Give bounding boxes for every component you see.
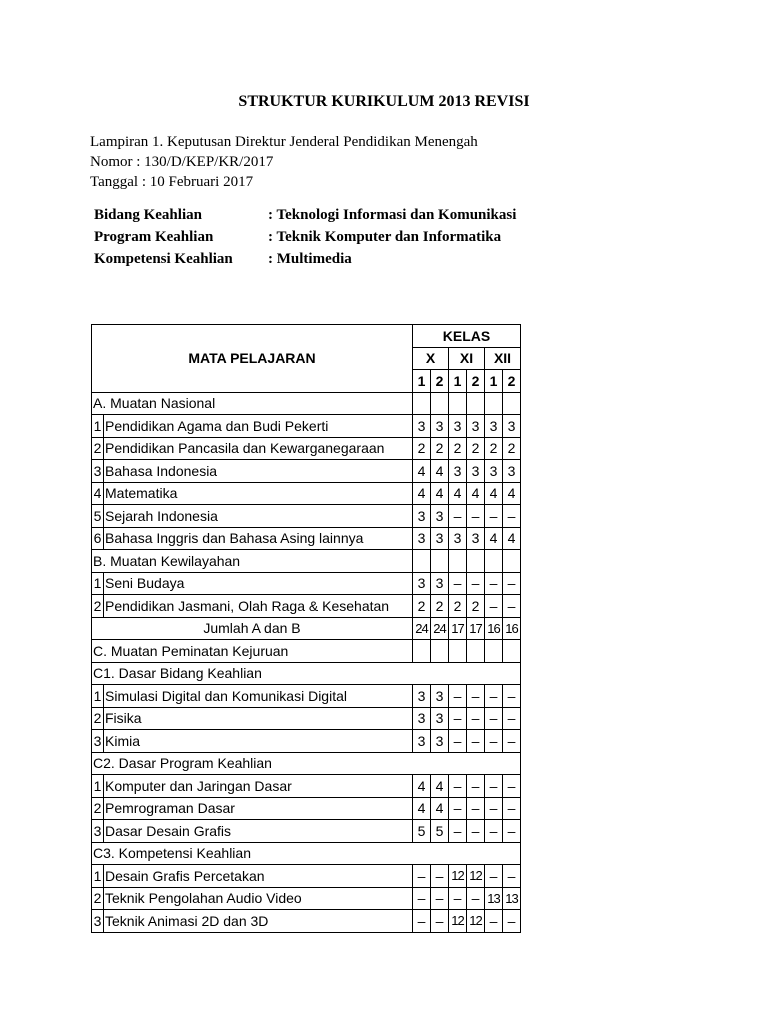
hours-value: 4 [431,775,449,798]
row-number: 1 [92,685,104,708]
hours-value: 4 [467,482,485,505]
row-number: 2 [92,887,104,910]
section-row [92,392,521,415]
subject-name: Teknik Pengolahan Audio Video [104,887,413,910]
hours-value: – [449,572,467,595]
hours-value: – [467,730,485,753]
hours-value: – [467,820,485,843]
header-row-kelas [92,325,521,348]
hours-value: 12 [449,865,467,888]
row-number: 5 [92,505,104,528]
hours-value: 4 [449,482,467,505]
hours-value: 4 [413,797,431,820]
hours-value: – [449,775,467,798]
hours-value: – [503,572,521,595]
hours-value: – [413,887,431,910]
empty-cell [485,550,503,573]
hours-value: – [431,865,449,888]
hours-value: 3 [431,527,449,550]
header-class-x: X [413,347,449,370]
hours-value: 4 [431,482,449,505]
hours-value: – [503,730,521,753]
table-row [92,685,521,708]
table-row [92,437,521,460]
hours-value: 2 [431,437,449,460]
hours-value: – [485,865,503,888]
hours-value: – [485,707,503,730]
empty-cell [467,392,485,415]
hours-value: 4 [413,775,431,798]
table-row [92,820,521,843]
hours-value: 2 [449,595,467,618]
hours-value: 4 [431,797,449,820]
hours-value: 3 [467,415,485,438]
hours-value: – [503,865,521,888]
hours-value: – [485,505,503,528]
subject-name: Bahasa Inggris dan Bahasa Asing lainnya [104,527,413,550]
hours-value: – [485,730,503,753]
hours-value: – [485,820,503,843]
info-label: Bidang Keahlian [94,207,202,223]
section-row [92,662,521,685]
table-row [92,527,521,550]
hours-value: 3 [413,415,431,438]
hours-value: – [503,595,521,618]
total-value: 16 [503,617,521,640]
total-value: 16 [485,617,503,640]
hours-value: – [467,505,485,528]
hours-value: – [485,775,503,798]
hours-value: 2 [413,595,431,618]
empty-cell [413,640,431,663]
hours-value: – [503,505,521,528]
hours-value: 3 [503,460,521,483]
section-row [92,550,521,573]
header-semester: 1 [413,370,431,393]
lampiran-block [90,132,478,192]
empty-cell [503,392,521,415]
hours-value: – [467,685,485,708]
table-row [92,572,521,595]
empty-cell [413,550,431,573]
hours-value: – [503,685,521,708]
hours-value: 2 [467,437,485,460]
empty-cell [467,550,485,573]
hours-value: – [503,775,521,798]
hours-value: 3 [485,415,503,438]
hours-value: 4 [485,482,503,505]
hours-value: 3 [413,572,431,595]
hours-value: 2 [431,595,449,618]
section-label: B. Muatan Kewilayahan [92,550,413,573]
subject-name: Teknik Animasi 2D dan 3D [104,910,413,933]
hours-value: – [449,730,467,753]
section-row [92,752,521,775]
row-number: 3 [92,820,104,843]
hours-value: – [467,887,485,910]
hours-value: – [503,797,521,820]
info-kompetensi [94,248,516,270]
lampiran-line: Lampiran 1. Keputusan Direktur Jenderal Pendidikan Menengah [90,134,478,150]
subject-name: Pendidikan Agama dan Budi Pekerti [104,415,413,438]
subject-name: Simulasi Digital dan Komunikasi Digital [104,685,413,708]
empty-cell [449,640,467,663]
info-value: : Teknik Komputer dan Informatika [268,229,502,245]
section-row [92,640,521,663]
header-semester: 2 [467,370,485,393]
subject-name: Fisika [104,707,413,730]
total-value: 24 [431,617,449,640]
total-label: Jumlah A dan B [92,617,413,640]
hours-value: 5 [413,820,431,843]
hours-value: 13 [485,887,503,910]
hours-value: 2 [467,595,485,618]
hours-value: – [449,685,467,708]
info-value: : Multimedia [268,251,352,267]
empty-cell [467,640,485,663]
curriculum-table [91,324,521,933]
hours-value: 3 [449,460,467,483]
hours-value: 3 [431,730,449,753]
row-number: 1 [92,415,104,438]
hours-value: 2 [485,437,503,460]
hours-value: – [467,797,485,820]
empty-cell [449,550,467,573]
row-number: 2 [92,797,104,820]
row-number: 3 [92,910,104,933]
hours-value: – [449,820,467,843]
subject-name: Pendidikan Pancasila dan Kewarganegaraan [104,437,413,460]
row-number: 4 [92,482,104,505]
hours-value: – [503,707,521,730]
row-number: 1 [92,775,104,798]
subject-name: Matematika [104,482,413,505]
total-value: 17 [449,617,467,640]
header-subject: MATA PELAJARAN [92,325,413,393]
header-class-xi: XI [449,347,485,370]
empty-cell [431,550,449,573]
subject-name: Kimia [104,730,413,753]
empty-cell [503,640,521,663]
empty-cell [485,392,503,415]
hours-value: 2 [503,437,521,460]
subject-name: Pendidikan Jasmani, Olah Raga & Kesehatan [104,595,413,618]
hours-value: 12 [449,910,467,933]
hours-value: – [467,775,485,798]
empty-cell [503,550,521,573]
hours-value: 3 [485,460,503,483]
empty-cell [431,640,449,663]
hours-value: 3 [431,415,449,438]
header-kelas: KELAS [413,325,521,348]
hours-value: – [485,595,503,618]
document-title: STRUKTUR KURIKULUM 2013 REVISI [238,93,530,110]
table-row [92,797,521,820]
hours-value: – [467,707,485,730]
table-row [92,730,521,753]
table-row [92,460,521,483]
table-row [92,415,521,438]
hours-value: 3 [413,527,431,550]
total-value: 24 [413,617,431,640]
subject-name: Pemrograman Dasar [104,797,413,820]
hours-value: 3 [431,505,449,528]
header-semester: 1 [485,370,503,393]
section-row [92,842,521,865]
hours-value: 3 [413,730,431,753]
hours-value: – [485,572,503,595]
hours-value: 3 [413,685,431,708]
hours-value: – [449,887,467,910]
total-value: 17 [467,617,485,640]
table-row [92,707,521,730]
tanggal-line: Tanggal : 10 Februari 2017 [90,174,254,190]
hours-value: 3 [503,415,521,438]
header-class-xii: XII [485,347,521,370]
section-label: C1. Dasar Bidang Keahlian [92,662,521,685]
hours-value: – [467,572,485,595]
hours-value: 3 [467,527,485,550]
row-number: 1 [92,865,104,888]
hours-value: 3 [413,707,431,730]
subject-name: Seni Budaya [104,572,413,595]
info-label: Program Keahlian [94,229,214,245]
hours-value: 3 [413,505,431,528]
subject-name: Desain Grafis Percetakan [104,865,413,888]
info-value: : Teknologi Informasi dan Komunikasi [268,207,517,223]
hours-value: – [485,910,503,933]
empty-cell [431,392,449,415]
table-row [92,505,521,528]
hours-value: – [413,865,431,888]
hours-value: – [449,707,467,730]
table-row [92,910,521,933]
hours-value: 4 [485,527,503,550]
hours-value: 12 [467,910,485,933]
row-number: 3 [92,460,104,483]
section-label: C2. Dasar Program Keahlian [92,752,521,775]
hours-value: 3 [431,572,449,595]
table-row [92,595,521,618]
empty-cell [449,392,467,415]
hours-value: – [503,910,521,933]
total-row [92,617,521,640]
info-label: Kompetensi Keahlian [94,251,233,267]
subject-name: Bahasa Indonesia [104,460,413,483]
hours-value: 12 [467,865,485,888]
hours-value: 4 [503,482,521,505]
hours-value: – [413,910,431,933]
hours-value: 2 [413,437,431,460]
row-number: 2 [92,707,104,730]
row-number: 2 [92,437,104,460]
info-bidang [94,204,516,226]
hours-value: – [449,797,467,820]
hours-value: – [431,887,449,910]
empty-cell [485,640,503,663]
row-number: 6 [92,527,104,550]
hours-value: – [485,797,503,820]
subject-name: Sejarah Indonesia [104,505,413,528]
hours-value: 5 [431,820,449,843]
table-row [92,775,521,798]
table-row [92,887,521,910]
hours-value: 13 [503,887,521,910]
hours-value: 4 [431,460,449,483]
section-label: C. Muatan Peminatan Kejuruan [92,640,413,663]
hours-value: 4 [413,482,431,505]
nomor-line: Nomor : 130/D/KEP/KR/2017 [90,154,274,170]
hours-value: 3 [449,415,467,438]
info-program [94,226,516,248]
table-row [92,865,521,888]
hours-value: 2 [449,437,467,460]
hours-value: – [431,910,449,933]
empty-cell [413,392,431,415]
table-body [92,392,521,932]
row-number: 1 [92,572,104,595]
hours-value: 4 [503,527,521,550]
subject-name: Dasar Desain Grafis [104,820,413,843]
program-info [94,204,516,270]
header-semester: 2 [431,370,449,393]
row-number: 2 [92,595,104,618]
section-label: C3. Kompetensi Keahlian [92,842,521,865]
hours-value: 3 [431,685,449,708]
header-semester: 2 [503,370,521,393]
hours-value: 3 [449,527,467,550]
row-number: 3 [92,730,104,753]
hours-value: 3 [467,460,485,483]
hours-value: 4 [413,460,431,483]
section-label: A. Muatan Nasional [92,392,413,415]
hours-value: – [503,820,521,843]
header-semester: 1 [449,370,467,393]
subject-name: Komputer dan Jaringan Dasar [104,775,413,798]
table-row [92,482,521,505]
hours-value: 3 [431,707,449,730]
hours-value: – [449,505,467,528]
hours-value: – [485,685,503,708]
